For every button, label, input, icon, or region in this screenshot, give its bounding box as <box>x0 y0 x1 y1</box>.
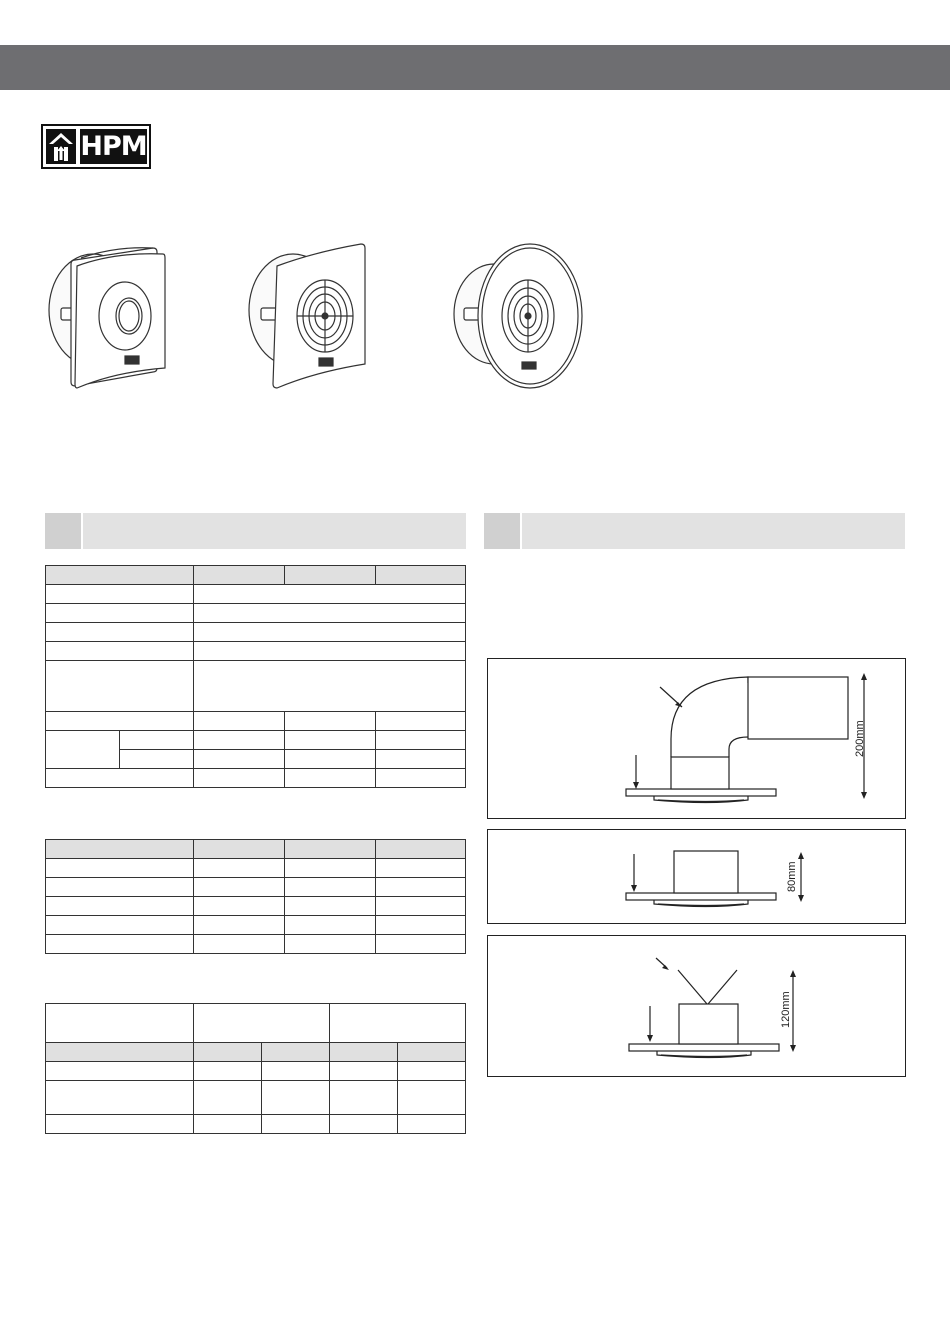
table-row <box>46 935 466 954</box>
table-row <box>46 623 466 642</box>
table-row <box>46 769 466 788</box>
table-header-row <box>46 1043 466 1062</box>
table-row <box>46 1081 466 1115</box>
table-row <box>46 712 466 731</box>
table-header-row <box>46 840 466 859</box>
section-number <box>484 513 522 549</box>
installation-diagram-elbow <box>487 658 906 819</box>
dimensions-table <box>45 1003 466 1134</box>
section-header-installation <box>484 513 905 549</box>
installation-diagram-flex <box>487 935 906 1077</box>
table-row <box>46 1115 466 1134</box>
table-row <box>46 585 466 604</box>
dimension-label: 80mm <box>786 861 798 892</box>
performance-table <box>45 839 466 954</box>
table-row <box>46 859 466 878</box>
table-row <box>46 897 466 916</box>
product-image-grille-fan <box>245 238 385 393</box>
section-header-specifications <box>45 513 466 549</box>
table-row <box>46 878 466 897</box>
hpm-logo <box>41 124 151 169</box>
dimension-label: 120mm <box>780 991 792 1028</box>
section-number <box>45 513 83 549</box>
logo-wordmark: HPM <box>80 131 147 162</box>
product-image-round-fan <box>450 238 585 393</box>
table-row <box>46 1062 466 1081</box>
table-header-row <box>46 566 466 585</box>
product-image-solid-fan <box>45 238 185 393</box>
specification-table <box>45 565 466 788</box>
house-arrow-icon <box>46 129 76 164</box>
table-row <box>46 604 466 623</box>
table-row <box>46 916 466 935</box>
table-row <box>46 1004 466 1043</box>
table-row <box>46 642 466 661</box>
installation-diagram-straight <box>487 829 906 924</box>
dimension-label: 200mm <box>854 720 866 757</box>
table-row <box>46 731 466 750</box>
header-bar <box>0 45 950 90</box>
table-row <box>46 661 466 712</box>
